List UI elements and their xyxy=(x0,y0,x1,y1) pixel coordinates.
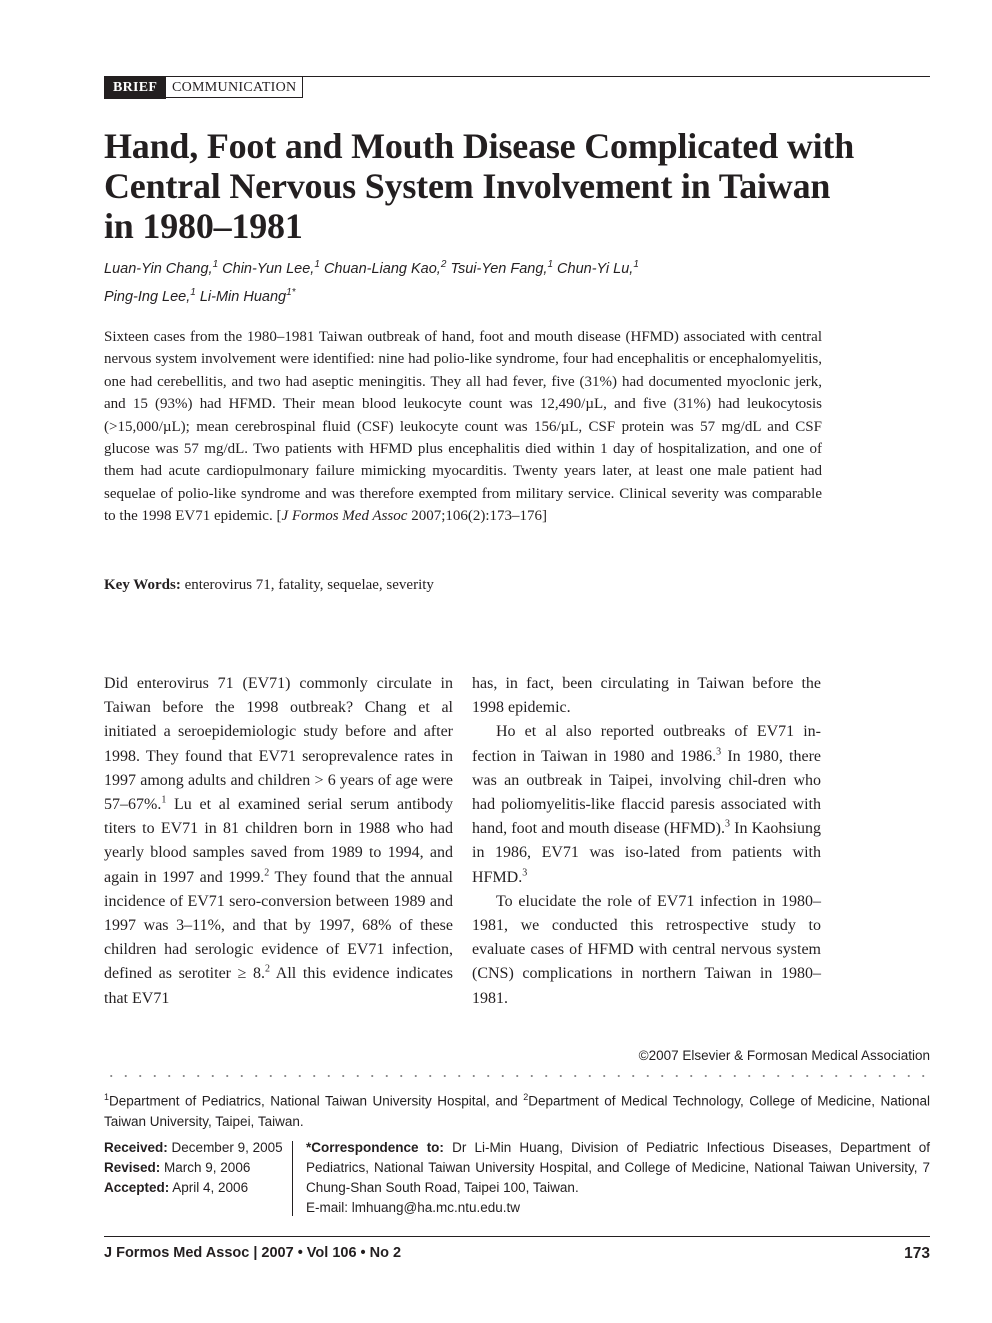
correspondence-label: *Correspondence to: xyxy=(306,1140,444,1155)
date-label: Revised: xyxy=(104,1160,161,1175)
author-affiliation-mark: 2 xyxy=(440,259,447,270)
text-run: They found that the annual incidence of EV71 sero-conversion between 1989 and 1997 was 3–11%, and that by 1997, 68% of these children had serologic evidence of EV71 infection, defined as serotiter ≥ 8. xyxy=(104,868,453,983)
citation-superscript: 2 xyxy=(523,1092,529,1102)
text-run: All this evidence indicates that EV71 xyxy=(104,965,453,1007)
abstract-cite-rest: 2007;106(2):173–176] xyxy=(407,508,548,525)
body-paragraph xyxy=(472,672,821,720)
author xyxy=(199,286,296,305)
author-name: Ping-Ing Lee, xyxy=(104,288,191,305)
abstract-cite-open: [ xyxy=(272,508,282,525)
date-row xyxy=(104,1138,289,1158)
copyright-notice: ©2007 Elsevier & Formosan Medical Association xyxy=(638,1048,930,1063)
author-list xyxy=(104,253,864,309)
body-paragraph xyxy=(472,720,821,889)
date-label: Accepted: xyxy=(104,1180,170,1195)
author-name: Chun-Yi Lu, xyxy=(557,260,634,277)
text-run: In 1980, there was an outbreak in Taipei, involving chil-dren who had poliomyelitis-like flaccid paresis associated with hand, foot and mouth disease (HFMD). xyxy=(472,747,821,838)
citation-superscript: 1 xyxy=(161,794,167,806)
author-affiliation-mark: 1 xyxy=(212,259,219,270)
keywords xyxy=(104,574,822,596)
citation-superscript: 3 xyxy=(522,867,528,879)
page-number: 173 xyxy=(904,1245,930,1262)
date-value: March 9, 2006 xyxy=(160,1160,251,1175)
author-affiliation-mark: 1* xyxy=(286,286,296,298)
correspondence-email: E-mail: lmhuang@ha.mc.ntu.edu.tw xyxy=(306,1200,521,1215)
author xyxy=(557,261,639,277)
author xyxy=(104,286,196,305)
text-run: Lu et al examined serial serum antibody titers to EV71 in 81 children born in 1988 who had yearly blood samples saved from 1989 to 1994, and again in 1997 and 1999. xyxy=(104,796,453,886)
author xyxy=(450,261,553,277)
correspondence-text: Dr Li-Min Huang, Division of Pediatric Infectious Diseases, Department of Pediatrics, National Taiwan University Hospital, and College of Medicine, National Taiwan University, 7 Chung-Shan South Road, Taipei 100, Taiwan. xyxy=(306,1140,930,1195)
correspondence xyxy=(306,1138,930,1218)
text-run: Department of Pediatrics, National Taiwan University Hospital, and xyxy=(109,1093,524,1109)
text-run: Ho et al also reported outbreaks of EV71 in-fection in Taiwan in 1980 and 1986. xyxy=(472,723,821,765)
citation-superscript: 1 xyxy=(104,1092,110,1102)
author xyxy=(222,261,320,277)
date-row xyxy=(104,1178,289,1198)
citation-superscript: 3 xyxy=(724,818,730,830)
citation-superscript: 3 xyxy=(716,746,722,758)
abstract xyxy=(104,326,822,528)
author-name: Chuan-Liang Kao, xyxy=(323,260,441,277)
section-label-communication: COMMUNICATION xyxy=(165,77,303,98)
footer-rule xyxy=(104,1236,930,1237)
author-name: Chin-Yun Lee, xyxy=(222,260,315,277)
body-column-right xyxy=(472,672,821,1011)
dotted-separator xyxy=(104,1074,930,1078)
section-label-brief: BRIEF xyxy=(104,77,166,99)
text-run: Did enterovirus 71 (EV71) commonly circulate in Taiwan before the 1998 outbreak? Chang et al initiated a seroepidemiologic study before and after 1998. They found that EV71 seroprevalence rates in 1997 among adults and children > 6 years of age were 57–67%. xyxy=(104,675,453,814)
date-value: December 9, 2005 xyxy=(167,1140,283,1155)
author xyxy=(324,261,446,277)
author-affiliation-mark: 1 xyxy=(314,259,320,270)
date-value: April 4, 2006 xyxy=(169,1180,249,1195)
body-paragraph xyxy=(472,890,821,1011)
author-name: Luan-Yin Chang, xyxy=(104,260,213,277)
text-run: To elucidate the role of EV71 infection in 1980–1981, we conducted this retrospective study to evaluate cases of HFMD with central nervous system (CNS) complications in northern Taiwan in 1980–1981. xyxy=(472,892,821,1007)
citation-superscript: 2 xyxy=(264,867,270,879)
author-affiliation-mark: 1 xyxy=(633,259,639,270)
keywords-label: Key Words: xyxy=(104,577,181,593)
citation-superscript: 2 xyxy=(265,964,271,976)
author-affiliation-mark: 1 xyxy=(190,286,196,298)
text-run: has, in fact, been circulating in Taiwan before the 1998 epidemic. xyxy=(472,675,821,717)
vertical-divider xyxy=(292,1141,293,1216)
author-name: Li-Min Huang xyxy=(199,288,287,305)
body-paragraph xyxy=(104,672,453,1011)
keywords-text: enterovirus 71, fatality, sequelae, severity xyxy=(180,577,434,593)
author xyxy=(104,261,218,277)
journal-citation: J Formos Med Assoc | 2007 • Vol 106 • No 2 xyxy=(104,1245,402,1261)
text-run: In Kaohsiung in 1986, EV71 was iso-lated from patients with HFMD. xyxy=(472,820,822,886)
submission-dates xyxy=(104,1138,289,1198)
body-column-left xyxy=(104,672,453,1011)
article-title: Hand, Foot and Mouth Disease Complicated with Central Nervous System Involvement in Taiwan in 1980–1981 xyxy=(104,126,855,246)
abstract-cite-journal: J Formos Med Assoc xyxy=(281,508,408,525)
text-run: Department of Medical Technology, College of Medicine, National Taiwan University, Taipei, Taiwan. xyxy=(104,1093,930,1129)
date-row xyxy=(104,1158,289,1178)
affiliations xyxy=(104,1087,930,1132)
date-label: Received: xyxy=(104,1140,168,1155)
abstract-text: Sixteen cases from the 1980–1981 Taiwan outbreak of hand, foot and mouth disease (HFMD) associated with central nervous system involvement were identified: nine had polio-like syndrome, four had encephalitis or encephalomyelitis, one had cerebellitis, and two had aseptic meningitis. They all had fever, five (31%) had documented myoclonic jerk, and 15 (93%) had HFMD. Their mean blood leukocyte count was 12,490/µL, and five (31%) had leukocytosis (>15,000/µL); mean cerebrospinal fluid (CSF) leukocyte count was 156/µL, CSF protein was 57 mg/dL and CSF glucose was 57 mg/dL. Two patients with HFMD plus encephalitis died within 1 day of hospitalization, and one of them had acute cardiopulmonary failure mimicking myocarditis. Twenty years later, at least one male patient had sequelae of polio-like syndrome and was therefore exempted from military service. Clinical severity was comparable to the 1998 EV71 epidemic. xyxy=(104,329,822,525)
author-affiliation-mark: 1 xyxy=(547,259,553,270)
author-name: Tsui-Yen Fang, xyxy=(450,260,548,277)
